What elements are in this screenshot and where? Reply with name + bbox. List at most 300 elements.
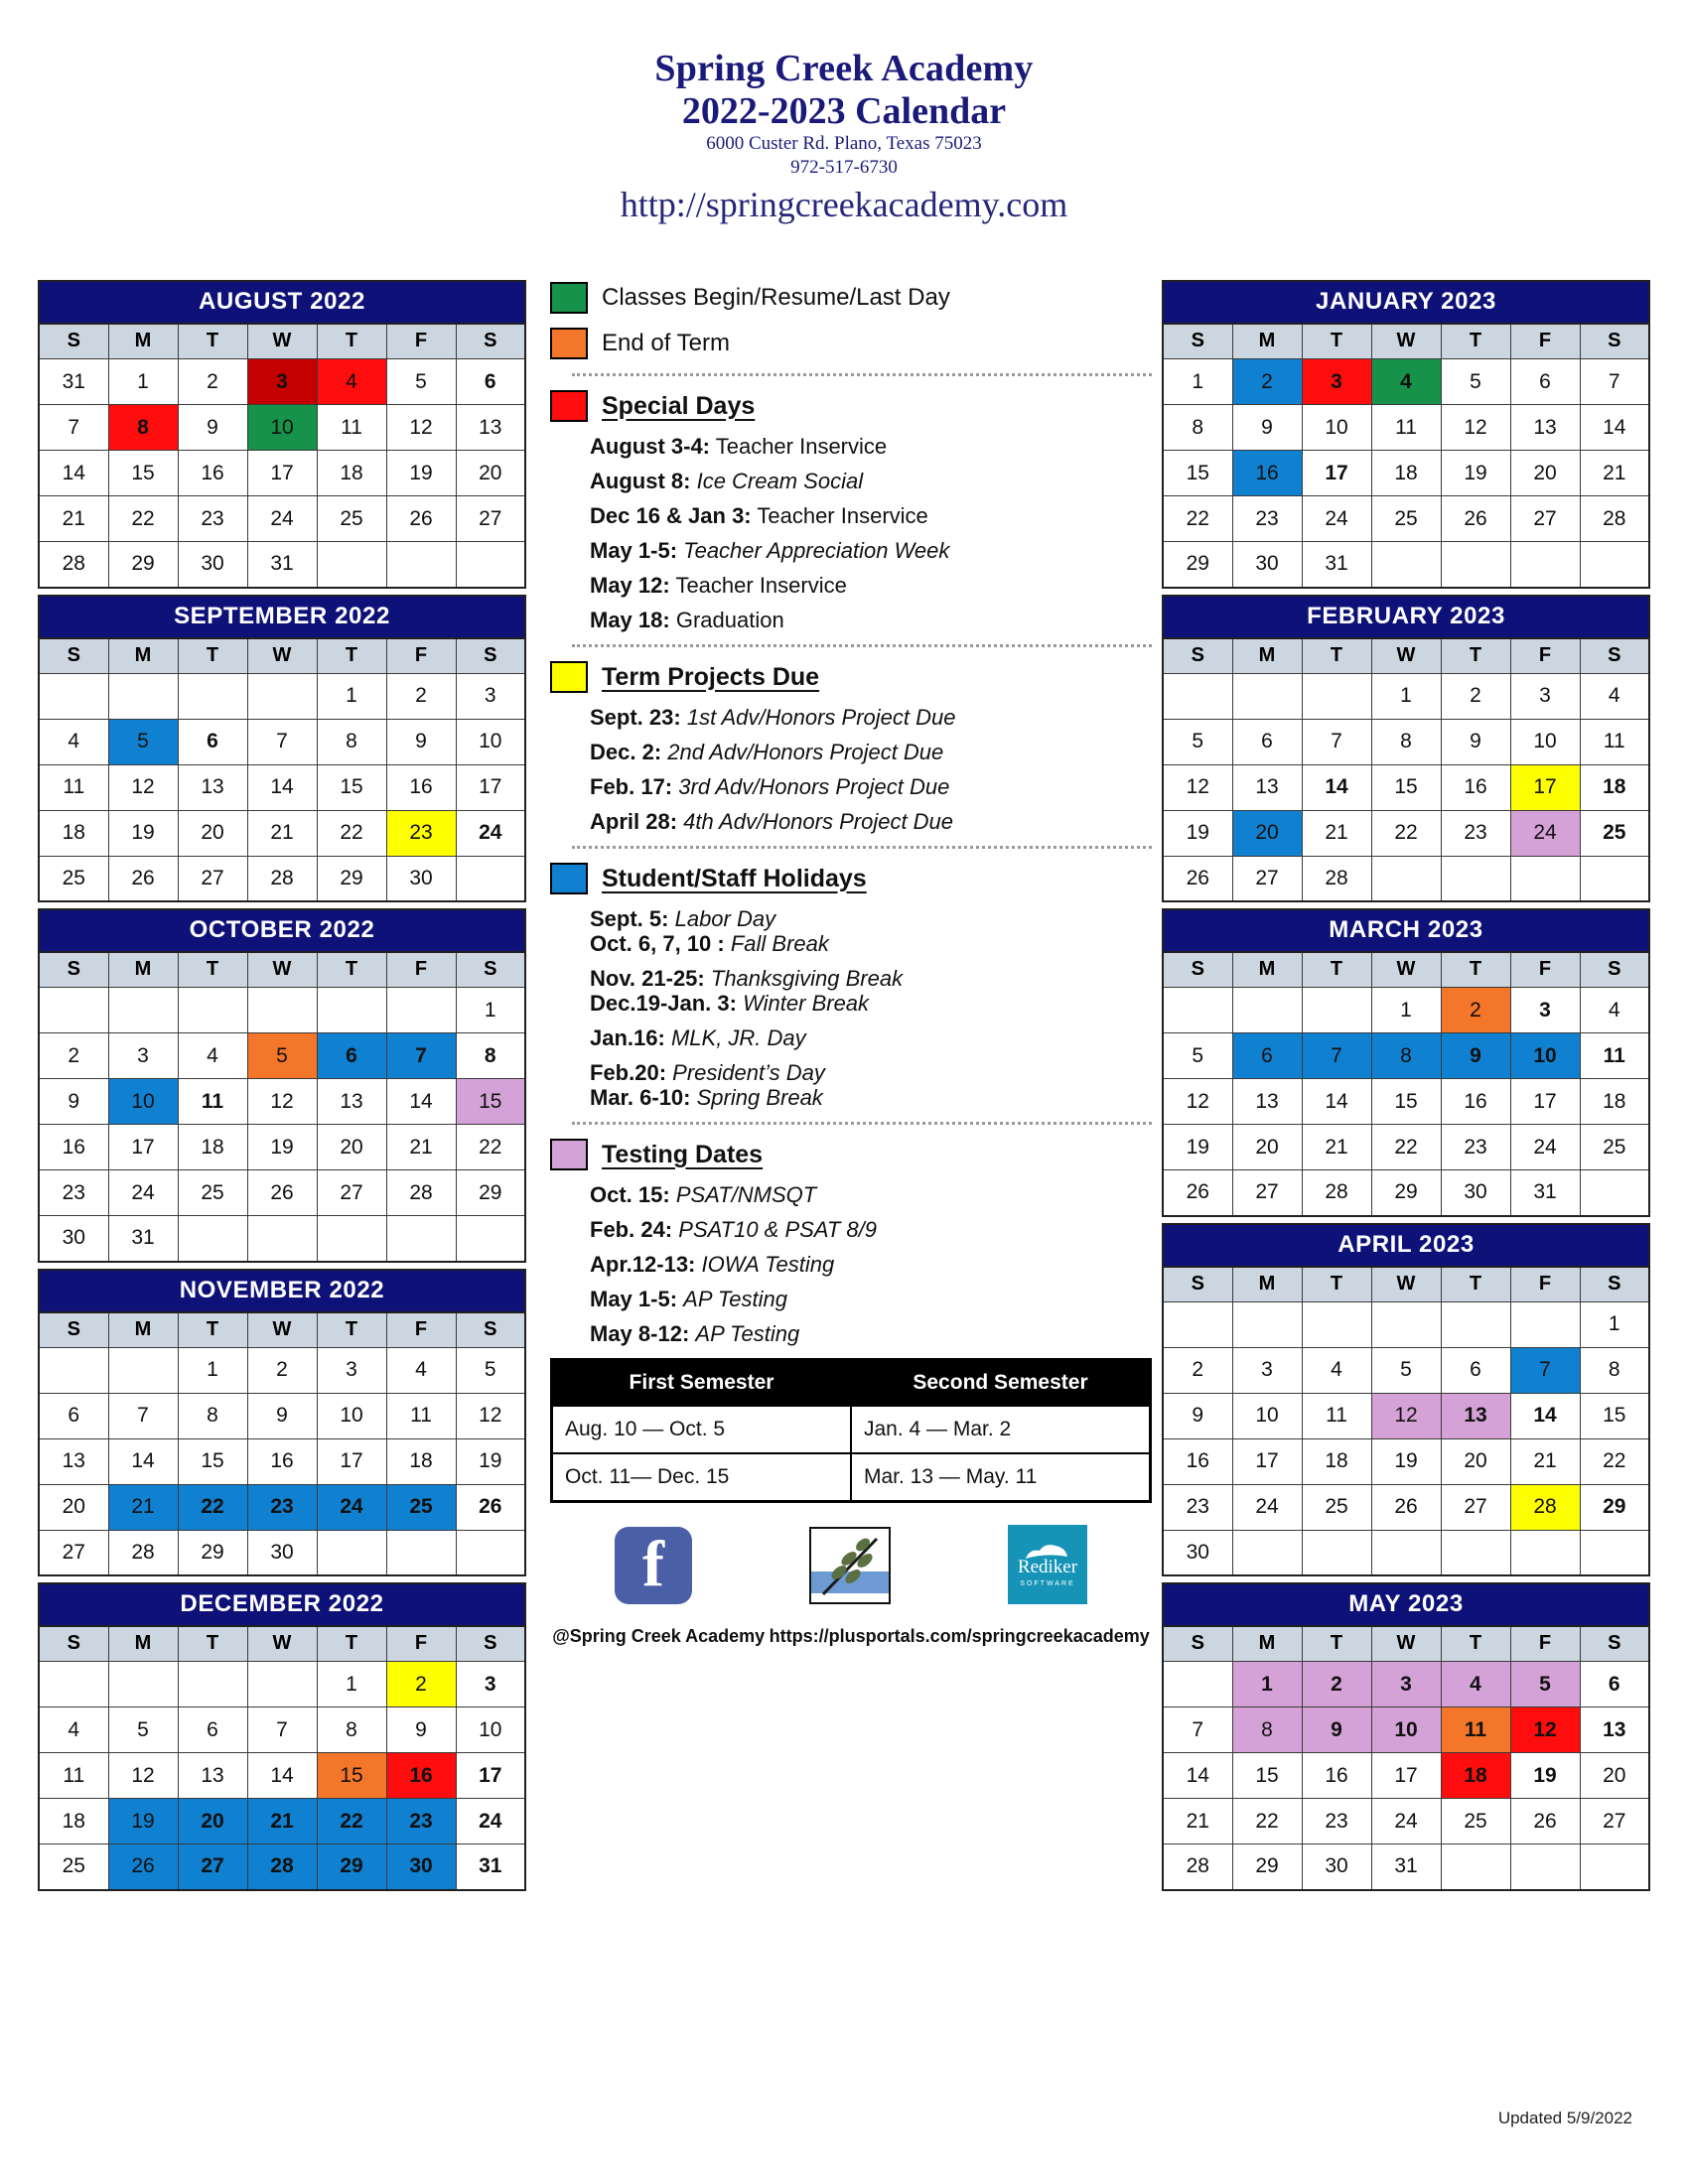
calendar-day-cell[interactable]: 23 [1302,1799,1371,1844]
calendar-day-cell[interactable]: 17 [108,1125,178,1170]
calendar-day-cell[interactable]: 2 [1441,673,1510,719]
calendar-day-cell[interactable]: 30 [247,1530,317,1575]
calendar-day-cell[interactable]: 16 [1441,764,1510,810]
calendar-day-cell[interactable]: 29 [1232,1844,1302,1890]
calendar-day-cell[interactable]: 17 [1302,451,1371,496]
calendar-day-cell[interactable]: 18 [386,1438,456,1484]
calendar-day-cell[interactable]: 1 [456,988,525,1033]
calendar-day-cell[interactable]: 19 [386,451,456,496]
calendar-day-cell[interactable]: 12 [247,1079,317,1125]
calendar-day-cell[interactable]: 3 [456,1662,525,1707]
calendar-day-cell[interactable]: 14 [1163,1753,1232,1799]
calendar-day-cell[interactable]: 17 [456,1753,525,1799]
calendar-day-cell[interactable]: 14 [1510,1393,1580,1438]
calendar-day-cell[interactable]: 6 [1441,1347,1510,1393]
calendar-day-cell[interactable]: 6 [1232,1033,1302,1079]
calendar-day-cell[interactable]: 5 [1163,719,1232,764]
calendar-day-cell[interactable]: 19 [456,1438,525,1484]
calendar-day-cell[interactable]: 8 [1371,1033,1441,1079]
calendar-day-cell[interactable]: 13 [39,1438,108,1484]
calendar-day-cell[interactable]: 28 [247,1844,317,1890]
calendar-day-cell[interactable]: 21 [39,496,108,542]
calendar-day-cell[interactable]: 14 [386,1079,456,1125]
calendar-day-cell[interactable]: 6 [1232,719,1302,764]
calendar-day-cell[interactable]: 4 [1302,1347,1371,1393]
calendar-day-cell[interactable]: 28 [1510,1484,1580,1530]
calendar-day-cell[interactable]: 20 [178,810,247,856]
calendar-day-cell[interactable]: 8 [1163,405,1232,451]
calendar-day-cell[interactable]: 22 [1580,1438,1649,1484]
calendar-day-cell[interactable]: 17 [1232,1438,1302,1484]
calendar-day-cell[interactable]: 15 [317,764,386,810]
calendar-day-cell[interactable]: 6 [1580,1662,1649,1707]
calendar-day-cell[interactable]: 29 [1371,1170,1441,1216]
calendar-day-cell[interactable]: 18 [317,451,386,496]
calendar-day-cell[interactable]: 27 [39,1530,108,1575]
calendar-day-cell[interactable]: 23 [1441,1125,1510,1170]
calendar-day-cell[interactable]: 28 [1302,1170,1371,1216]
calendar-day-cell[interactable]: 24 [456,810,525,856]
calendar-day-cell[interactable]: 11 [39,1753,108,1799]
calendar-day-cell[interactable]: 30 [1163,1530,1232,1575]
calendar-day-cell[interactable]: 18 [1371,451,1441,496]
calendar-day-cell[interactable]: 23 [247,1484,317,1530]
calendar-day-cell[interactable]: 17 [317,1438,386,1484]
calendar-day-cell[interactable]: 14 [1302,764,1371,810]
calendar-day-cell[interactable]: 20 [1232,810,1302,856]
calendar-day-cell[interactable]: 24 [1510,810,1580,856]
calendar-day-cell[interactable]: 18 [178,1125,247,1170]
calendar-day-cell[interactable]: 15 [1163,451,1232,496]
calendar-day-cell[interactable]: 19 [1510,1753,1580,1799]
calendar-day-cell[interactable]: 5 [247,1033,317,1079]
facebook-logo-block[interactable] [615,1527,692,1604]
calendar-day-cell[interactable]: 1 [178,1347,247,1393]
calendar-day-cell[interactable]: 27 [1580,1799,1649,1844]
calendar-day-cell[interactable]: 16 [1163,1438,1232,1484]
calendar-day-cell[interactable]: 1 [1580,1301,1649,1347]
calendar-day-cell[interactable]: 29 [108,542,178,588]
calendar-day-cell[interactable]: 27 [1510,496,1580,542]
calendar-day-cell[interactable]: 25 [1580,810,1649,856]
calendar-day-cell[interactable]: 2 [1441,988,1510,1033]
calendar-day-cell[interactable]: 2 [247,1347,317,1393]
calendar-day-cell[interactable]: 6 [178,1707,247,1753]
calendar-day-cell[interactable]: 30 [39,1216,108,1262]
calendar-day-cell[interactable]: 25 [386,1484,456,1530]
calendar-day-cell[interactable]: 15 [317,1753,386,1799]
calendar-day-cell[interactable]: 26 [108,856,178,901]
calendar-day-cell[interactable]: 14 [247,1753,317,1799]
calendar-day-cell[interactable]: 24 [247,496,317,542]
calendar-day-cell[interactable]: 4 [178,1033,247,1079]
calendar-day-cell[interactable]: 15 [1580,1393,1649,1438]
calendar-day-cell[interactable]: 28 [386,1170,456,1216]
calendar-day-cell[interactable]: 7 [39,405,108,451]
calendar-day-cell[interactable]: 12 [1163,764,1232,810]
calendar-day-cell[interactable]: 29 [1163,542,1232,588]
calendar-day-cell[interactable]: 18 [39,810,108,856]
calendar-day-cell[interactable]: 1 [1371,673,1441,719]
calendar-day-cell[interactable]: 9 [1163,1393,1232,1438]
calendar-day-cell[interactable]: 18 [1580,764,1649,810]
calendar-day-cell[interactable]: 7 [1580,359,1649,405]
calendar-day-cell[interactable]: 11 [1371,405,1441,451]
calendar-day-cell[interactable]: 2 [178,359,247,405]
calendar-day-cell[interactable]: 16 [1232,451,1302,496]
calendar-day-cell[interactable]: 12 [386,405,456,451]
calendar-day-cell[interactable]: 6 [178,719,247,764]
calendar-day-cell[interactable]: 25 [1441,1799,1510,1844]
calendar-day-cell[interactable]: 26 [1371,1484,1441,1530]
calendar-day-cell[interactable]: 4 [1580,988,1649,1033]
calendar-day-cell[interactable]: 11 [1580,1033,1649,1079]
calendar-day-cell[interactable]: 20 [178,1799,247,1844]
calendar-day-cell[interactable]: 27 [178,856,247,901]
calendar-day-cell[interactable]: 17 [1510,1079,1580,1125]
calendar-day-cell[interactable]: 31 [247,542,317,588]
calendar-day-cell[interactable]: 20 [1580,1753,1649,1799]
calendar-day-cell[interactable]: 25 [1580,1125,1649,1170]
calendar-day-cell[interactable]: 7 [1302,719,1371,764]
calendar-day-cell[interactable]: 3 [317,1347,386,1393]
calendar-day-cell[interactable]: 29 [317,856,386,901]
calendar-day-cell[interactable]: 22 [1232,1799,1302,1844]
calendar-day-cell[interactable]: 12 [1510,1707,1580,1753]
calendar-day-cell[interactable]: 2 [39,1033,108,1079]
calendar-day-cell[interactable]: 20 [317,1125,386,1170]
calendar-day-cell[interactable]: 21 [386,1125,456,1170]
calendar-day-cell[interactable]: 5 [1441,359,1510,405]
calendar-day-cell[interactable]: 8 [1580,1347,1649,1393]
calendar-day-cell[interactable]: 30 [1232,542,1302,588]
calendar-day-cell[interactable]: 12 [1441,405,1510,451]
calendar-day-cell[interactable]: 23 [178,496,247,542]
calendar-day-cell[interactable]: 16 [386,1753,456,1799]
calendar-day-cell[interactable]: 2 [1302,1662,1371,1707]
calendar-day-cell[interactable]: 5 [1371,1347,1441,1393]
calendar-day-cell[interactable]: 21 [1302,810,1371,856]
calendar-day-cell[interactable]: 26 [247,1170,317,1216]
calendar-day-cell[interactable]: 12 [1163,1079,1232,1125]
calendar-day-cell[interactable]: 27 [456,496,525,542]
calendar-day-cell[interactable]: 7 [1510,1347,1580,1393]
calendar-day-cell[interactable]: 14 [1580,405,1649,451]
facebook-icon[interactable] [615,1527,692,1604]
calendar-day-cell[interactable]: 28 [1580,496,1649,542]
calendar-day-cell[interactable]: 23 [386,810,456,856]
calendar-day-cell[interactable]: 22 [178,1484,247,1530]
calendar-day-cell[interactable]: 10 [1302,405,1371,451]
calendar-day-cell[interactable]: 9 [247,1393,317,1438]
calendar-day-cell[interactable]: 11 [1580,719,1649,764]
calendar-day-cell[interactable]: 9 [1232,405,1302,451]
calendar-day-cell[interactable]: 26 [1510,1799,1580,1844]
calendar-day-cell[interactable]: 18 [1441,1753,1510,1799]
calendar-day-cell[interactable]: 28 [1302,856,1371,901]
calendar-day-cell[interactable]: 6 [456,359,525,405]
calendar-day-cell[interactable]: 23 [1163,1484,1232,1530]
calendar-day-cell[interactable]: 11 [317,405,386,451]
calendar-day-cell[interactable]: 3 [1232,1347,1302,1393]
calendar-day-cell[interactable]: 13 [317,1079,386,1125]
calendar-day-cell[interactable]: 3 [1510,673,1580,719]
calendar-day-cell[interactable]: 4 [1441,1662,1510,1707]
calendar-day-cell[interactable]: 1 [1232,1662,1302,1707]
calendar-day-cell[interactable]: 18 [1302,1438,1371,1484]
calendar-day-cell[interactable]: 8 [1371,719,1441,764]
calendar-day-cell[interactable]: 22 [108,496,178,542]
calendar-day-cell[interactable]: 17 [1510,764,1580,810]
calendar-day-cell[interactable]: 9 [386,719,456,764]
calendar-day-cell[interactable]: 27 [1232,856,1302,901]
calendar-day-cell[interactable]: 11 [386,1393,456,1438]
calendar-day-cell[interactable]: 9 [39,1079,108,1125]
calendar-day-cell[interactable]: 22 [1371,810,1441,856]
calendar-day-cell[interactable]: 8 [1232,1707,1302,1753]
calendar-day-cell[interactable]: 16 [386,764,456,810]
calendar-day-cell[interactable]: 30 [386,1844,456,1890]
calendar-day-cell[interactable]: 13 [178,764,247,810]
calendar-day-cell[interactable]: 9 [1441,719,1510,764]
calendar-day-cell[interactable]: 26 [108,1844,178,1890]
calendar-day-cell[interactable]: 10 [1510,719,1580,764]
calendar-day-cell[interactable]: 4 [39,1707,108,1753]
calendar-day-cell[interactable]: 5 [1510,1662,1580,1707]
calendar-day-cell[interactable]: 29 [317,1844,386,1890]
calendar-day-cell[interactable]: 9 [178,405,247,451]
calendar-day-cell[interactable]: 27 [1232,1170,1302,1216]
calendar-day-cell[interactable]: 27 [178,1844,247,1890]
calendar-day-cell[interactable]: 8 [317,1707,386,1753]
calendar-day-cell[interactable]: 10 [456,719,525,764]
calendar-day-cell[interactable]: 12 [1371,1393,1441,1438]
calendar-day-cell[interactable]: 31 [1371,1844,1441,1890]
calendar-day-cell[interactable]: 13 [1580,1707,1649,1753]
calendar-day-cell[interactable]: 15 [1232,1753,1302,1799]
calendar-day-cell[interactable]: 11 [39,764,108,810]
calendar-day-cell[interactable]: 8 [178,1393,247,1438]
calendar-day-cell[interactable]: 28 [108,1530,178,1575]
calendar-day-cell[interactable]: 14 [108,1438,178,1484]
calendar-day-cell[interactable]: 2 [386,673,456,719]
calendar-day-cell[interactable]: 9 [1302,1707,1371,1753]
calendar-day-cell[interactable]: 25 [1302,1484,1371,1530]
calendar-day-cell[interactable]: 5 [108,1707,178,1753]
calendar-day-cell[interactable]: 31 [39,359,108,405]
calendar-day-cell[interactable]: 24 [1371,1799,1441,1844]
calendar-day-cell[interactable]: 5 [456,1347,525,1393]
calendar-day-cell[interactable]: 15 [108,451,178,496]
calendar-day-cell[interactable]: 14 [39,451,108,496]
calendar-day-cell[interactable]: 6 [317,1033,386,1079]
calendar-day-cell[interactable]: 22 [456,1125,525,1170]
calendar-day-cell[interactable]: 13 [456,405,525,451]
calendar-day-cell[interactable]: 19 [247,1125,317,1170]
calendar-day-cell[interactable]: 4 [1371,359,1441,405]
calendar-day-cell[interactable]: 25 [1371,496,1441,542]
calendar-day-cell[interactable]: 13 [1232,1079,1302,1125]
calendar-day-cell[interactable]: 20 [1441,1438,1510,1484]
calendar-day-cell[interactable]: 24 [1232,1484,1302,1530]
calendar-day-cell[interactable]: 12 [108,1753,178,1799]
calendar-day-cell[interactable]: 5 [108,719,178,764]
calendar-day-cell[interactable]: 11 [1302,1393,1371,1438]
calendar-day-cell[interactable]: 4 [1580,673,1649,719]
calendar-day-cell[interactable]: 6 [1510,359,1580,405]
calendar-day-cell[interactable]: 26 [1163,1170,1232,1216]
calendar-day-cell[interactable]: 25 [178,1170,247,1216]
calendar-day-cell[interactable]: 24 [1302,496,1371,542]
calendar-day-cell[interactable]: 30 [178,542,247,588]
calendar-day-cell[interactable]: 26 [1441,496,1510,542]
calendar-day-cell[interactable]: 8 [108,405,178,451]
calendar-day-cell[interactable]: 26 [456,1484,525,1530]
calendar-day-cell[interactable]: 7 [386,1033,456,1079]
calendar-day-cell[interactable]: 28 [247,856,317,901]
calendar-day-cell[interactable]: 26 [386,496,456,542]
calendar-day-cell[interactable]: 23 [386,1799,456,1844]
calendar-day-cell[interactable]: 2 [1232,359,1302,405]
calendar-day-cell[interactable]: 3 [108,1033,178,1079]
calendar-day-cell[interactable]: 25 [317,496,386,542]
calendar-day-cell[interactable]: 24 [456,1799,525,1844]
calendar-day-cell[interactable]: 14 [247,764,317,810]
calendar-day-cell[interactable]: 7 [1302,1033,1371,1079]
calendar-day-cell[interactable]: 10 [1232,1393,1302,1438]
calendar-day-cell[interactable]: 13 [1232,764,1302,810]
calendar-day-cell[interactable]: 31 [1302,542,1371,588]
calendar-day-cell[interactable]: 11 [1441,1707,1510,1753]
calendar-day-cell[interactable]: 22 [317,810,386,856]
calendar-day-cell[interactable]: 12 [456,1393,525,1438]
calendar-day-cell[interactable]: 8 [317,719,386,764]
calendar-day-cell[interactable]: 18 [1580,1079,1649,1125]
calendar-day-cell[interactable]: 9 [1441,1033,1510,1079]
calendar-day-cell[interactable]: 2 [1163,1347,1232,1393]
school-website-link[interactable]: http://springcreekacademy.com [620,184,1068,224]
calendar-day-cell[interactable]: 7 [108,1393,178,1438]
calendar-day-cell[interactable]: 4 [39,719,108,764]
calendar-day-cell[interactable]: 10 [1371,1707,1441,1753]
calendar-day-cell[interactable]: 20 [456,451,525,496]
calendar-day-cell[interactable]: 15 [456,1079,525,1125]
calendar-day-cell[interactable]: 17 [1371,1753,1441,1799]
calendar-day-cell[interactable]: 5 [1163,1033,1232,1079]
calendar-day-cell[interactable]: 3 [1371,1662,1441,1707]
calendar-day-cell[interactable]: 21 [247,1799,317,1844]
calendar-day-cell[interactable]: 13 [178,1753,247,1799]
calendar-day-cell[interactable]: 27 [317,1170,386,1216]
calendar-day-cell[interactable]: 31 [456,1844,525,1890]
calendar-day-cell[interactable]: 29 [1580,1484,1649,1530]
calendar-day-cell[interactable]: 1 [108,359,178,405]
calendar-day-cell[interactable]: 31 [1510,1170,1580,1216]
calendar-day-cell[interactable]: 10 [456,1707,525,1753]
calendar-day-cell[interactable]: 16 [39,1125,108,1170]
calendar-day-cell[interactable]: 21 [247,810,317,856]
calendar-day-cell[interactable]: 16 [178,451,247,496]
calendar-day-cell[interactable]: 17 [247,451,317,496]
calendar-day-cell[interactable]: 10 [108,1079,178,1125]
calendar-day-cell[interactable]: 19 [108,1799,178,1844]
calendar-day-cell[interactable]: 13 [1510,405,1580,451]
calendar-day-cell[interactable]: 13 [1441,1393,1510,1438]
calendar-day-cell[interactable]: 3 [1302,359,1371,405]
calendar-day-cell[interactable]: 15 [1371,1079,1441,1125]
calendar-day-cell[interactable]: 21 [1302,1125,1371,1170]
calendar-day-cell[interactable]: 19 [1163,1125,1232,1170]
calendar-day-cell[interactable]: 3 [456,673,525,719]
calendar-day-cell[interactable]: 1 [1163,359,1232,405]
calendar-day-cell[interactable]: 1 [317,673,386,719]
calendar-day-cell[interactable]: 22 [1371,1125,1441,1170]
calendar-day-cell[interactable]: 23 [39,1170,108,1216]
calendar-day-cell[interactable]: 10 [247,405,317,451]
calendar-day-cell[interactable]: 19 [1441,451,1510,496]
calendar-day-cell[interactable]: 4 [317,359,386,405]
calendar-day-cell[interactable]: 28 [39,542,108,588]
calendar-day-cell[interactable]: 5 [386,359,456,405]
calendar-day-cell[interactable]: 23 [1232,496,1302,542]
calendar-day-cell[interactable]: 7 [247,1707,317,1753]
calendar-day-cell[interactable]: 1 [317,1662,386,1707]
calendar-day-cell[interactable]: 24 [108,1170,178,1216]
calendar-day-cell[interactable]: 22 [317,1799,386,1844]
calendar-day-cell[interactable]: 14 [1302,1079,1371,1125]
calendar-day-cell[interactable]: 30 [386,856,456,901]
calendar-day-cell[interactable]: 21 [108,1484,178,1530]
calendar-day-cell[interactable]: 3 [1510,988,1580,1033]
calendar-day-cell[interactable]: 17 [456,764,525,810]
calendar-day-cell[interactable]: 31 [108,1216,178,1262]
calendar-day-cell[interactable]: 20 [39,1484,108,1530]
calendar-day-cell[interactable]: 22 [1163,496,1232,542]
calendar-day-cell[interactable]: 7 [1163,1707,1232,1753]
calendar-day-cell[interactable]: 24 [1510,1125,1580,1170]
calendar-day-cell[interactable]: 24 [317,1484,386,1530]
calendar-day-cell[interactable]: 16 [247,1438,317,1484]
calendar-day-cell[interactable]: 7 [247,719,317,764]
calendar-day-cell[interactable]: 20 [1510,451,1580,496]
calendar-day-cell[interactable]: 21 [1510,1438,1580,1484]
calendar-day-cell[interactable]: 11 [178,1079,247,1125]
calendar-day-cell[interactable]: 28 [1163,1844,1232,1890]
calendar-day-cell[interactable]: 18 [39,1799,108,1844]
calendar-day-cell[interactable]: 25 [39,856,108,901]
calendar-day-cell[interactable]: 10 [317,1393,386,1438]
calendar-day-cell[interactable]: 30 [1302,1844,1371,1890]
calendar-day-cell[interactable]: 15 [1371,764,1441,810]
calendar-day-cell[interactable]: 20 [1232,1125,1302,1170]
calendar-day-cell[interactable]: 29 [178,1530,247,1575]
calendar-day-cell[interactable]: 15 [178,1438,247,1484]
calendar-day-cell[interactable]: 19 [108,810,178,856]
calendar-day-cell[interactable]: 21 [1580,451,1649,496]
calendar-day-cell[interactable]: 19 [1371,1438,1441,1484]
calendar-day-cell[interactable]: 19 [1163,810,1232,856]
calendar-day-cell[interactable]: 27 [1441,1484,1510,1530]
plusportals-url[interactable]: https://plusportals.com/springcreekacademy [769,1626,1150,1646]
calendar-day-cell[interactable]: 8 [456,1033,525,1079]
calendar-day-cell[interactable]: 23 [1441,810,1510,856]
calendar-day-cell[interactable]: 16 [1302,1753,1371,1799]
calendar-day-cell[interactable]: 2 [386,1662,456,1707]
calendar-day-cell[interactable]: 25 [39,1844,108,1890]
calendar-day-cell[interactable]: 21 [1163,1799,1232,1844]
calendar-day-cell[interactable]: 9 [386,1707,456,1753]
calendar-day-cell[interactable]: 6 [39,1393,108,1438]
